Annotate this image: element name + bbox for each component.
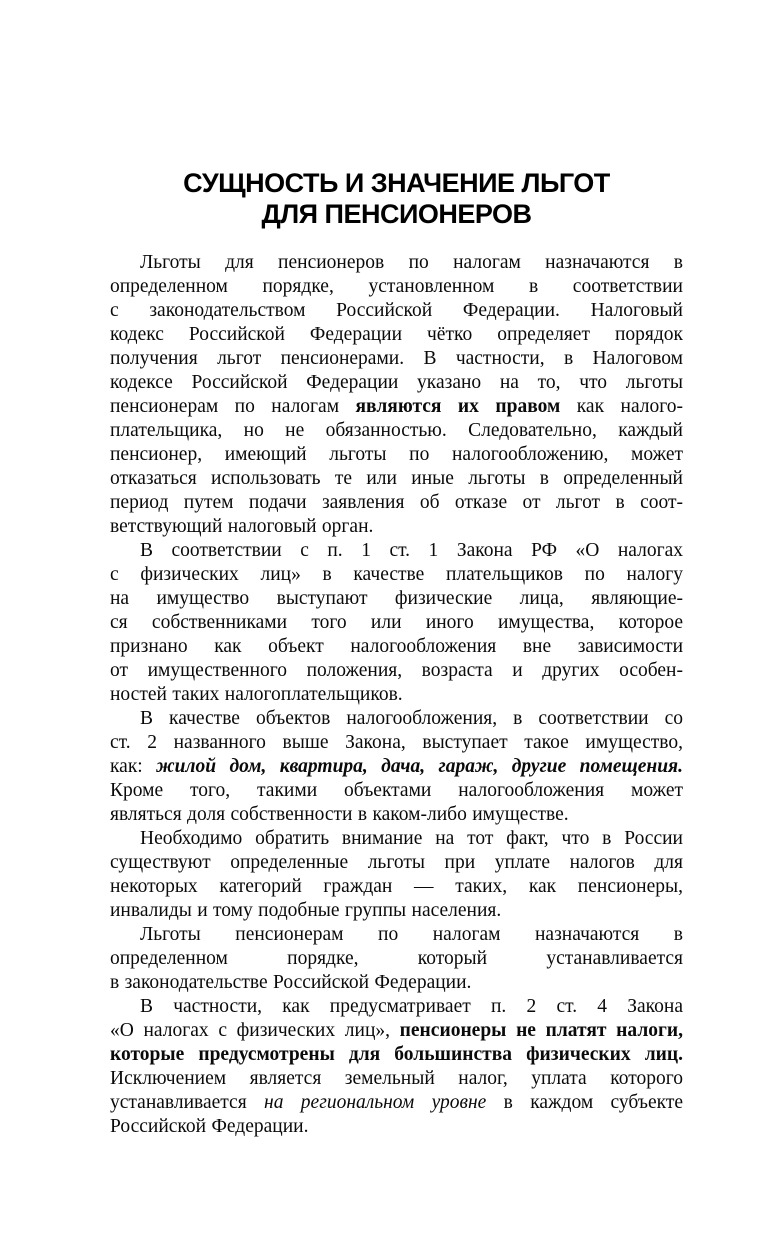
text-segment: В частности, как предусматривает п. 2 ст. 4 Закона <box>140 996 683 1017</box>
text-line <box>110 587 683 611</box>
text-segment: с законодательством Российской Федерации. Налоговый <box>110 300 683 321</box>
paragraph <box>110 539 683 707</box>
text-segment: в законодательстве Российской Федерации. <box>110 972 472 993</box>
text-line <box>110 731 683 755</box>
text-line <box>110 635 683 659</box>
text-line <box>110 1091 683 1115</box>
text-line <box>110 779 683 803</box>
text-segment: как налого- <box>560 396 683 417</box>
text-segment: ст. 2 названного выше Закона, выступает такое имущество, <box>110 732 683 753</box>
text-line <box>110 419 683 443</box>
text-line <box>110 947 683 971</box>
text-segment: инвалиды и тому подобные группы населения. <box>110 900 502 921</box>
text-line <box>110 563 683 587</box>
text-line <box>110 875 683 899</box>
text-line <box>110 299 683 323</box>
text-segment: В соответствии с п. 1 ст. 1 Закона РФ «О налогах <box>140 540 683 561</box>
text-segment: кодекс Российской Федерации чётко определяет порядок <box>110 324 683 345</box>
emphasized-text: на региональном уровне <box>264 1092 487 1113</box>
text-line <box>110 251 683 275</box>
text-line <box>110 899 683 923</box>
text-line <box>110 971 683 995</box>
text-line <box>110 755 683 779</box>
text-segment: пенсионер, имеющий льготы по налогообложению, может <box>110 444 683 465</box>
text-segment: Необходимо обратить внимание на тот факт, что в России <box>140 828 683 849</box>
text-line <box>110 1067 683 1091</box>
text-line <box>110 323 683 347</box>
text-line <box>110 851 683 875</box>
text-segment: как: <box>110 756 157 777</box>
text-line <box>110 995 683 1019</box>
text-segment: Исключением является земельный налог, уплата которого <box>110 1068 683 1089</box>
text-line <box>110 1019 683 1043</box>
text-segment: Кроме того, такими объектами налогообложения может <box>110 780 683 801</box>
text-line <box>110 1043 683 1067</box>
text-segment: устанавливается <box>110 1092 265 1113</box>
text-line <box>110 275 683 299</box>
text-line <box>110 683 683 707</box>
chapter-title <box>110 168 683 230</box>
paragraph <box>110 707 683 827</box>
page-content <box>110 168 683 1139</box>
paragraph <box>110 923 683 995</box>
text-line <box>110 659 683 683</box>
text-segment: от имущественного положения, возраста и других особен- <box>110 660 683 681</box>
text-line <box>110 923 683 947</box>
paragraph <box>110 251 683 539</box>
chapter-title-line2: ДЛЯ ПЕНСИОНЕРОВ <box>261 199 532 229</box>
text-segment: В качестве объектов налогообложения, в соответствии со <box>140 708 683 729</box>
text-segment: ветствующий налоговый орган. <box>110 516 374 537</box>
text-segment: с физических лиц» в качестве плательщиков по налогу <box>110 564 683 585</box>
emphasized-text: жилой дом, квартира, дача, гараж, другие помещения. <box>156 756 683 777</box>
text-segment: «О налогах с физических лиц», <box>110 1020 400 1041</box>
text-segment: определенном порядке, установленном в соответствии <box>110 276 683 297</box>
text-segment: являться доля собственности в каком-либо имуществе. <box>110 804 569 825</box>
text-segment: на имущество выступают физические лица, являющие- <box>110 588 683 609</box>
text-line <box>110 611 683 635</box>
text-line <box>110 467 683 491</box>
text-segment: Льготы пенсионерам по налогам назначаются в <box>140 924 683 945</box>
text-line <box>110 347 683 371</box>
text-segment: пенсионерам по налогам <box>110 396 356 417</box>
text-segment: Российской Федерации. <box>110 1116 309 1137</box>
text-segment: период путем подачи заявления об отказе от льгот в соот- <box>110 492 683 513</box>
text-line <box>110 803 683 827</box>
text-line <box>110 443 683 467</box>
text-line <box>110 515 683 539</box>
text-line <box>110 1115 683 1139</box>
text-segment: получения льгот пенсионерами. В частности, в Налоговом <box>110 348 683 369</box>
emphasized-text: пенсионеры не платят налоги, <box>399 1020 683 1041</box>
text-segment: Льготы для пенсионеров по налогам назначаются в <box>140 252 683 273</box>
text-segment: кодексе Российской Федерации указано на то, что льготы <box>110 372 683 393</box>
text-segment: определенном порядке, который устанавливается <box>110 948 683 969</box>
text-line <box>110 827 683 851</box>
emphasized-text: которые предусмотрены для большинства физических лиц. <box>110 1044 683 1065</box>
text-segment: в каждом субъекте <box>486 1092 683 1113</box>
chapter-title-line1: СУЩНОСТЬ И ЗНАЧЕНИЕ ЛЬГОТ <box>183 168 610 198</box>
text-line <box>110 491 683 515</box>
text-line <box>110 539 683 563</box>
text-segment: признано как объект налогообложения вне зависимости <box>110 636 683 657</box>
paragraph <box>110 995 683 1139</box>
text-line <box>110 707 683 731</box>
text-line <box>110 371 683 395</box>
emphasized-text: являются их правом <box>355 396 561 417</box>
text-segment: ностей таких налогоплательщиков. <box>110 684 403 705</box>
text-segment: плательщика, но не обязанностью. Следовательно, каждый <box>110 420 683 441</box>
text-segment: отказаться использовать те или иные льготы в определенный <box>110 468 683 489</box>
text-segment: ся собственниками того или иного имущества, которое <box>110 612 683 633</box>
text-segment: существуют определенные льготы при уплате налогов для <box>110 852 683 873</box>
body-text <box>110 251 683 1139</box>
text-segment: некоторых категорий граждан — таких, как пенсионеры, <box>110 876 683 897</box>
text-line <box>110 395 683 419</box>
paragraph <box>110 827 683 923</box>
